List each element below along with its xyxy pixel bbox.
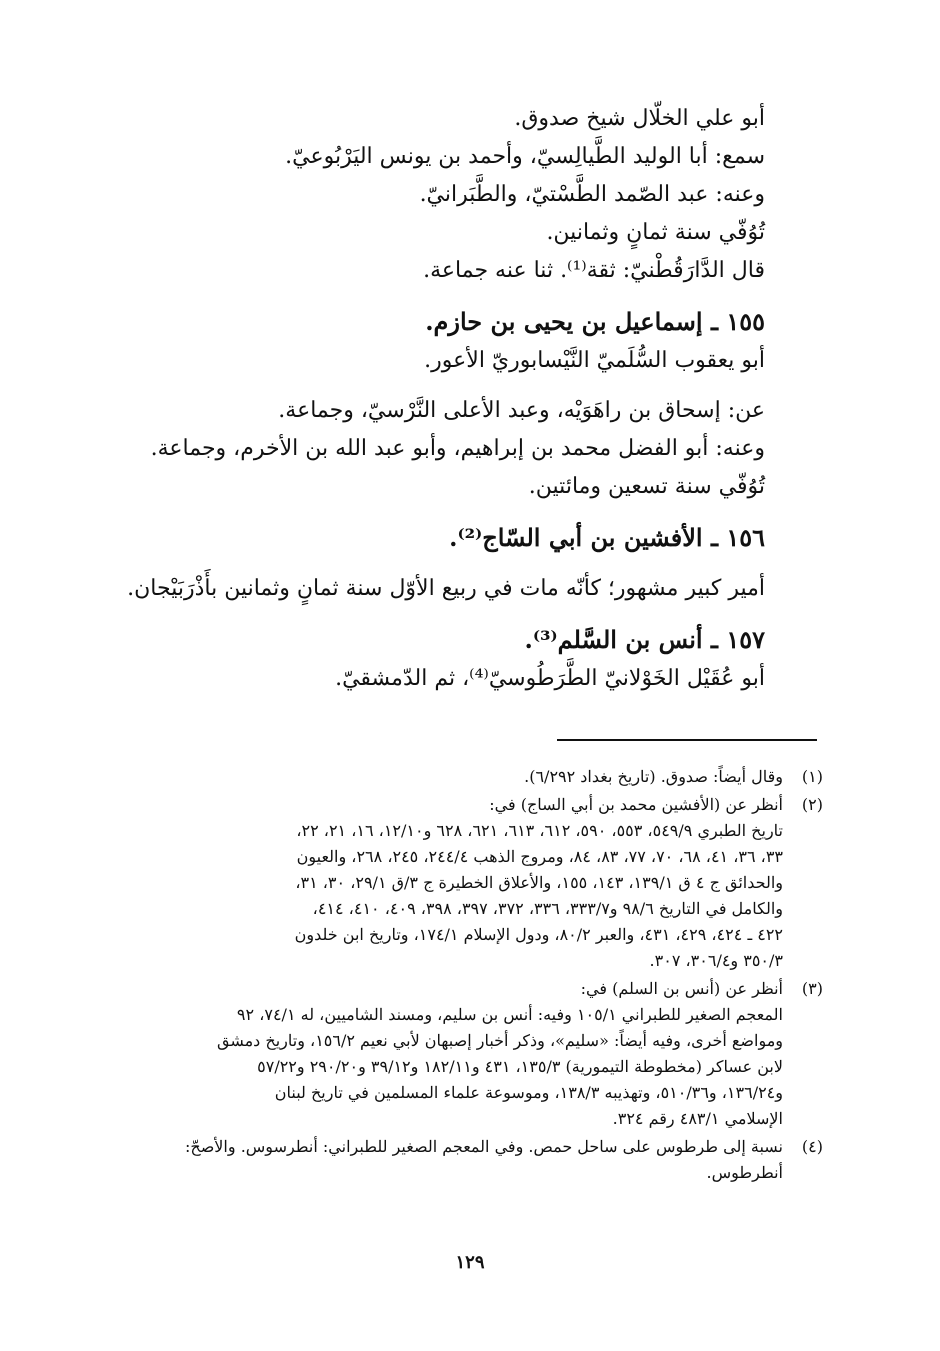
footnote-line: ٣٥٠/٣ و٣٠٦/٤، ٣٠٧. [649, 951, 783, 970]
footnote-1 [108, 764, 823, 790]
footnote-number: (٢) [801, 795, 823, 814]
entry-heading-155: ١٥٥ ـ إسماعيل بن يحيى بن حازم. [425, 307, 765, 336]
text-line: أبو عُقَيْل الخَوْلانيّ الطَّرَطُوسيّ⁽⁴⁾، ثم الدّمشقيّ. [335, 666, 765, 691]
footnote-line: ومواضع أخرى، وفيه أيضاً: «سليم»، وذكر أخبار إصبهان لأبي نعيم ١٥٦/٢، وتاريخ دمشق [216, 1031, 783, 1050]
text-line: سمع: أبا الوليد الطَّيالِسيّ، وأحمد بن يونس اليَرْبُوعيّ. [285, 144, 765, 169]
footnote-line: وقال أيضاً: صدوق. (تاريخ بغداد ٦/٢٩٢). [524, 767, 783, 786]
footnote-line: و١٣٦/٢٤، و٥١٠/٣٦، وتهذيبه ١٣٨/٣، وموسوعة علماء المسلمين في تاريخ لبنان [274, 1083, 783, 1102]
footnote-number: (٣) [801, 979, 823, 998]
main-text [105, 100, 765, 698]
footnote-line: ٣٣، ٣٦، ٤١، ٦٨، ٧٠، ٧٧، ٨٣، ٨٤، ومروج الذهب ٢٤٤/٤، ٢٤٥، ٢٦٨، والعيون [296, 847, 783, 866]
footnote-line: تاريخ الطبري ٥٤٩/٩، ٥٥٣، ٥٩٠، ٦١٢، ٦١٣، ٦٢١، ٦٢٨ و١٢/١٠، ١٦، ٢١، ٢٢، [296, 821, 783, 840]
text-line: أبو علي الخلّال شيخ صدوق. [514, 106, 765, 131]
footnote-line: أنظر عن (الأفشين محمد بن أبي الساج) في: [489, 795, 783, 814]
footnote-separator [557, 739, 817, 741]
page-number: ١٢٩ [455, 1252, 485, 1273]
footnote-line: أنطرطوس. [706, 1163, 783, 1182]
text-line: عن: إسحاق بن راهَوَيْه، وعبد الأعلى النَّرْسيّ، وجماعة. [278, 398, 765, 423]
text-line: أمير كبير مشهور؛ كأنّه مات في ربيع الأوّل سنة ثمانٍ وثمانين بأَذْرَبَيْجان. [127, 576, 765, 601]
footnote-number: (١) [801, 767, 823, 786]
text-line: تُوُفّي سنة تسعين ومائتين. [528, 474, 765, 499]
text-line: وعنه: عبد الصّمد الطَّسْتيّ، والطَّبَرانيّ. [419, 182, 765, 207]
text-line: وعنه: أبو الفضل محمد بن إبراهيم، وأبو عبد الله بن الأخرم، وجماعة. [150, 436, 765, 461]
entry-heading-156: ١٥٦ ـ الأفشين بن أبي السّاج⁽²⁾. [449, 523, 765, 552]
footnote-3 [108, 976, 823, 1132]
footnote-line: المعجم الصغير للطبراني ١٠٥/١ وفيه: أنس بن سليم، ومسند الشاميين، له ٧٤/١، ٩٢ [236, 1005, 783, 1024]
footnote-line: نسبة إلى طرطوس على ساحل حمص. وفي المعجم الصغير للطبراني: أنطرسوس. والأصحّ: [185, 1137, 783, 1156]
footnote-line: أنظر عن (أنس بن السلم) في: [580, 979, 783, 998]
footnote-2 [108, 792, 823, 974]
footnote-line: الإسلامي ٤٨٣/١ رقم ٣٢٤. [612, 1109, 783, 1128]
footnote-line: ٤٢٢ ـ ٤٢٤، ٤٢٩، ٤٣١، والعبر ٨٠/٢، ودول الإسلام ١٧٤/١، وتاريخ ابن خلدون [294, 925, 783, 944]
footnote-line: والحدائق ج ٤ ق ١٣٩/١، ١٤٣، ١٥٥، والأعلاق الخطيرة ج ٣/ق ٢٩/١، ٣٠، ٣١، [295, 873, 783, 892]
footnotes [108, 764, 823, 1186]
footnote-4 [108, 1134, 823, 1186]
text-line: أبو يعقوب السُّلَميّ النَّيْسابوريّ الأعور. [424, 348, 765, 373]
footnote-line: والكامل في التاريخ ٩٨/٦ و٣٣٣/٧، ٣٣٦، ٣٧٢، ٣٩٧، ٣٩٨، ٤٠٩، ٤١٠، ٤١٤، [312, 899, 783, 918]
footnote-number: (٤) [801, 1137, 823, 1156]
text-line: قال الدَّارَقُطْنيّ: ثقة⁽¹⁾. ثنا عنه جماعة. [423, 258, 765, 283]
footnote-line: لابن عساكر (مخطوطة التيمورية) ١٣٥/٣، ٤٣١ و١٨٢/١١ و٣٩/١٢ و٢٩٠/٢٠ و٥٧/٢٢ [257, 1057, 783, 1076]
text-line: تُوُفّي سنة ثمانٍ وثمانين. [546, 220, 765, 245]
entry-heading-157: ١٥٧ ـ أنس بن السَّلم⁽³⁾. [524, 625, 765, 654]
